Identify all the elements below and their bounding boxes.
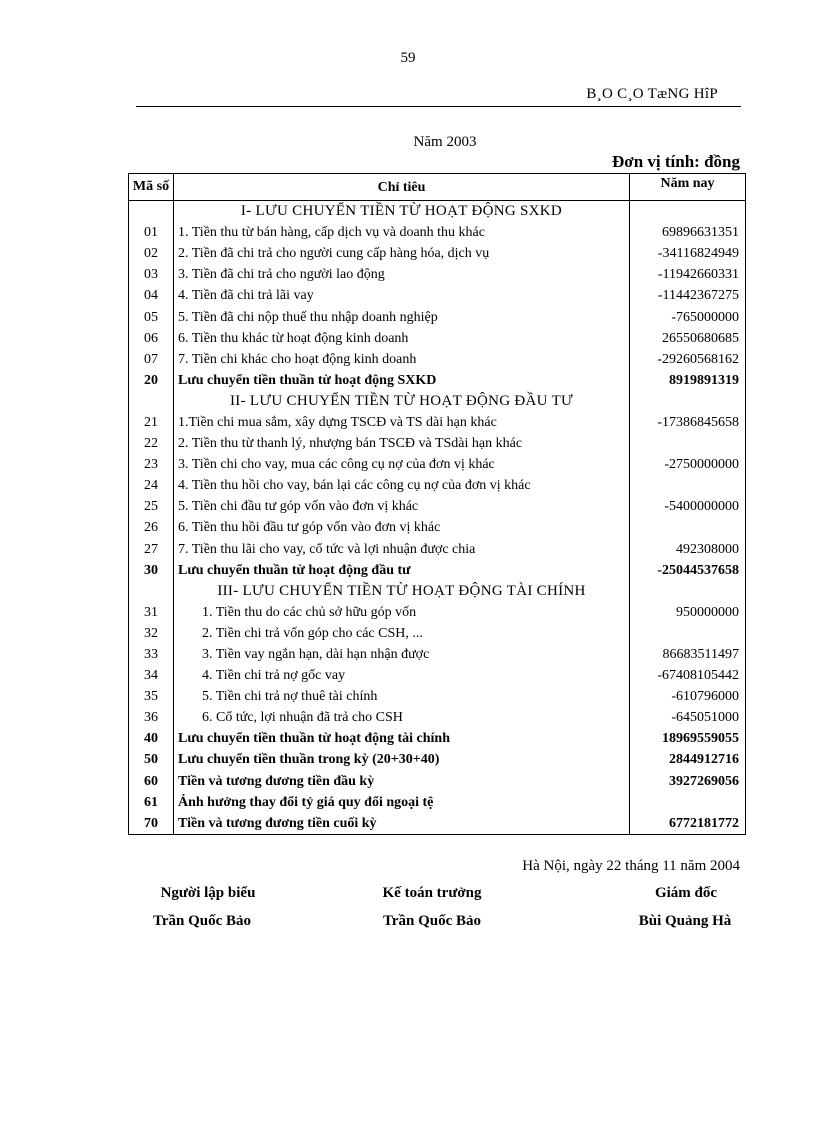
table-row <box>129 433 746 454</box>
row-label: 4. Tiền đã chi trả lãi vay <box>174 285 630 306</box>
row-value <box>630 792 746 813</box>
table-body <box>129 201 746 835</box>
table-row <box>129 264 746 285</box>
row-value: -67408105442 <box>630 665 746 686</box>
header-rule <box>136 106 741 107</box>
value-column-header: Năm nay <box>630 174 746 201</box>
name-column-header: Chỉ tiêu <box>174 174 630 201</box>
table-row <box>129 243 746 264</box>
row-code: 01 <box>129 222 174 243</box>
row-value <box>630 433 746 454</box>
row-label: 7. Tiền thu lãi cho vay, cổ tức và lợi nhuận được chia <box>174 539 630 560</box>
signature-name-preparer: Trần Quốc Bảo <box>152 913 252 929</box>
row-label: Lưu chuyển thuần từ hoạt động đầu tư <box>174 560 630 581</box>
row-code: 36 <box>129 707 174 728</box>
table-header-row <box>129 174 746 201</box>
table-row <box>129 665 746 686</box>
row-label: II- LƯU CHUYỂN TIỀN TỪ HOẠT ĐỘNG ĐẦU TƯ <box>174 391 630 412</box>
table-row <box>129 707 746 728</box>
row-value: -5400000000 <box>630 496 746 517</box>
year-label: Năm 2003 <box>413 134 477 150</box>
row-value: 2844912716 <box>630 749 746 770</box>
row-code: 04 <box>129 285 174 306</box>
row-label: Lưu chuyển tiền thuần từ hoạt động tài chính <box>174 728 630 749</box>
page-number: 59 <box>400 50 416 66</box>
row-label: Lưu chuyển tiền thuần trong kỳ (20+30+40) <box>174 749 630 770</box>
row-label: Lưu chuyển tiền thuần từ hoạt động SXKD <box>174 370 630 391</box>
table-row <box>129 349 746 370</box>
row-value: 950000000 <box>630 602 746 623</box>
row-value <box>630 581 746 602</box>
row-value: -17386845658 <box>630 412 746 433</box>
row-code: 34 <box>129 665 174 686</box>
row-code: 70 <box>129 813 174 835</box>
signature-name-accountant: Trần Quốc Bảo <box>382 913 482 929</box>
row-code: 32 <box>129 623 174 644</box>
row-value: 3927269056 <box>630 771 746 792</box>
row-label: 1. Tiền thu do các chủ sở hữu góp vốn <box>174 602 630 623</box>
row-code: 07 <box>129 349 174 370</box>
section-heading-row <box>129 391 746 412</box>
row-label: 7. Tiền chi khác cho hoạt động kinh doanh <box>174 349 630 370</box>
row-value <box>630 623 746 644</box>
table-row <box>129 539 746 560</box>
row-code: 03 <box>129 264 174 285</box>
row-label: 4. Tiền thu hồi cho vay, bán lại các công cụ nợ của đơn vị khác <box>174 475 630 496</box>
row-value: -645051000 <box>630 707 746 728</box>
row-value: 492308000 <box>630 539 746 560</box>
table-row <box>129 623 746 644</box>
table-row <box>129 370 746 391</box>
code-column-header: Mã số <box>129 174 174 201</box>
row-code: 30 <box>129 560 174 581</box>
row-value: -25044537658 <box>630 560 746 581</box>
table-row <box>129 306 746 327</box>
row-label: 5. Tiền chi đầu tư góp vốn vào đơn vị khác <box>174 496 630 517</box>
row-code: 24 <box>129 475 174 496</box>
row-label: 6. Cổ tức, lợi nhuận đã trả cho CSH <box>174 707 630 728</box>
row-code: 25 <box>129 496 174 517</box>
row-value: -29260568162 <box>630 349 746 370</box>
row-label: 5. Tiền đã chi nộp thuế thu nhập doanh nghiệp <box>174 306 630 327</box>
table-row <box>129 412 746 433</box>
row-label: Tiền và tương đương tiền đầu kỳ <box>174 771 630 792</box>
signature-title-preparer: Người lập biểu <box>160 885 256 901</box>
row-value: 8919891319 <box>630 370 746 391</box>
row-label: III- LƯU CHUYỂN TIỀN TỪ HOẠT ĐỘNG TÀI CHÍNH <box>174 581 630 602</box>
table-row <box>129 602 746 623</box>
table-row <box>129 285 746 306</box>
table-row <box>129 560 746 581</box>
row-value: 69896631351 <box>630 222 746 243</box>
table-row <box>129 496 746 517</box>
row-code: 33 <box>129 644 174 665</box>
row-code: 35 <box>129 686 174 707</box>
signature-title-accountant: Kế toán trưởng <box>382 885 482 901</box>
section-heading-row <box>129 581 746 602</box>
row-label: 2. Tiền thu từ thanh lý, nhượng bán TSCĐ và TSdài hạn khác <box>174 433 630 454</box>
table-row <box>129 686 746 707</box>
row-value: -610796000 <box>630 686 746 707</box>
row-code: 40 <box>129 728 174 749</box>
row-value <box>630 201 746 223</box>
row-value: 26550680685 <box>630 328 746 349</box>
row-label: I- LƯU CHUYỂN TIỀN TỪ HOẠT ĐỘNG SXKD <box>174 201 630 223</box>
row-label: Tiền và tương đương tiền cuối kỳ <box>174 813 630 835</box>
row-label: 1. Tiền thu từ bán hàng, cấp dịch vụ và doanh thu khác <box>174 222 630 243</box>
row-value: 18969559055 <box>630 728 746 749</box>
row-code <box>129 201 174 223</box>
row-code <box>129 581 174 602</box>
row-code: 23 <box>129 454 174 475</box>
row-value <box>630 391 746 412</box>
cash-flow-table <box>128 173 745 835</box>
row-code: 22 <box>129 433 174 454</box>
table-row <box>129 771 746 792</box>
table-row <box>129 475 746 496</box>
row-code: 05 <box>129 306 174 327</box>
row-code: 20 <box>129 370 174 391</box>
table-row <box>129 749 746 770</box>
row-code: 50 <box>129 749 174 770</box>
row-code <box>129 391 174 412</box>
row-label: 2. Tiền chi trả vốn góp cho các CSH, ... <box>174 623 630 644</box>
table-row <box>129 454 746 475</box>
table-row <box>129 644 746 665</box>
row-value: 86683511497 <box>630 644 746 665</box>
table-row <box>129 222 746 243</box>
date-line: Hà Nội, ngày 22 tháng 11 năm 2004 <box>522 858 740 874</box>
row-code: 02 <box>129 243 174 264</box>
table-row <box>129 728 746 749</box>
row-code: 60 <box>129 771 174 792</box>
row-code: 06 <box>129 328 174 349</box>
row-value <box>630 475 746 496</box>
row-code: 27 <box>129 539 174 560</box>
row-label: 5. Tiền chi trả nợ thuê tài chính <box>174 686 630 707</box>
row-code: 31 <box>129 602 174 623</box>
row-code: 61 <box>129 792 174 813</box>
row-label: 4. Tiền chi trả nợ gốc vay <box>174 665 630 686</box>
row-label: 1.Tiền chi mua sắm, xây dựng TSCĐ và TS dài hạn khác <box>174 412 630 433</box>
row-value: -11942660331 <box>630 264 746 285</box>
row-label: 3. Tiền vay ngắn hạn, dài hạn nhận được <box>174 644 630 665</box>
row-label: 2. Tiền đã chi trả cho người cung cấp hàng hóa, dịch vụ <box>174 243 630 264</box>
signature-title-director: Giám đốc <box>654 885 718 901</box>
unit-label: Đơn vị tính: đồng <box>612 152 740 171</box>
row-value: 6772181772 <box>630 813 746 835</box>
row-value: -2750000000 <box>630 454 746 475</box>
header-title: B¸O C¸O TæNG HîP <box>586 86 718 102</box>
row-value: -11442367275 <box>630 285 746 306</box>
row-value <box>630 517 746 538</box>
row-code: 26 <box>129 517 174 538</box>
table-row <box>129 328 746 349</box>
section-heading-row <box>129 201 746 223</box>
table-row <box>129 517 746 538</box>
row-label: 3. Tiền chi cho vay, mua các công cụ nợ của đơn vị khác <box>174 454 630 475</box>
row-value: -34116824949 <box>630 243 746 264</box>
signature-name-director: Bùi Quảng Hà <box>638 913 732 929</box>
row-label: 3. Tiền đã chi trả cho người lao động <box>174 264 630 285</box>
row-value: -765000000 <box>630 306 746 327</box>
table-row <box>129 792 746 813</box>
row-label: 6. Tiền thu khác từ hoạt động kinh doanh <box>174 328 630 349</box>
row-label: 6. Tiền thu hồi đầu tư góp vốn vào đơn vị khác <box>174 517 630 538</box>
row-label: Ảnh hưởng thay đổi tỷ giá quy đổi ngoại tệ <box>174 792 630 813</box>
table-row <box>129 813 746 835</box>
row-code: 21 <box>129 412 174 433</box>
